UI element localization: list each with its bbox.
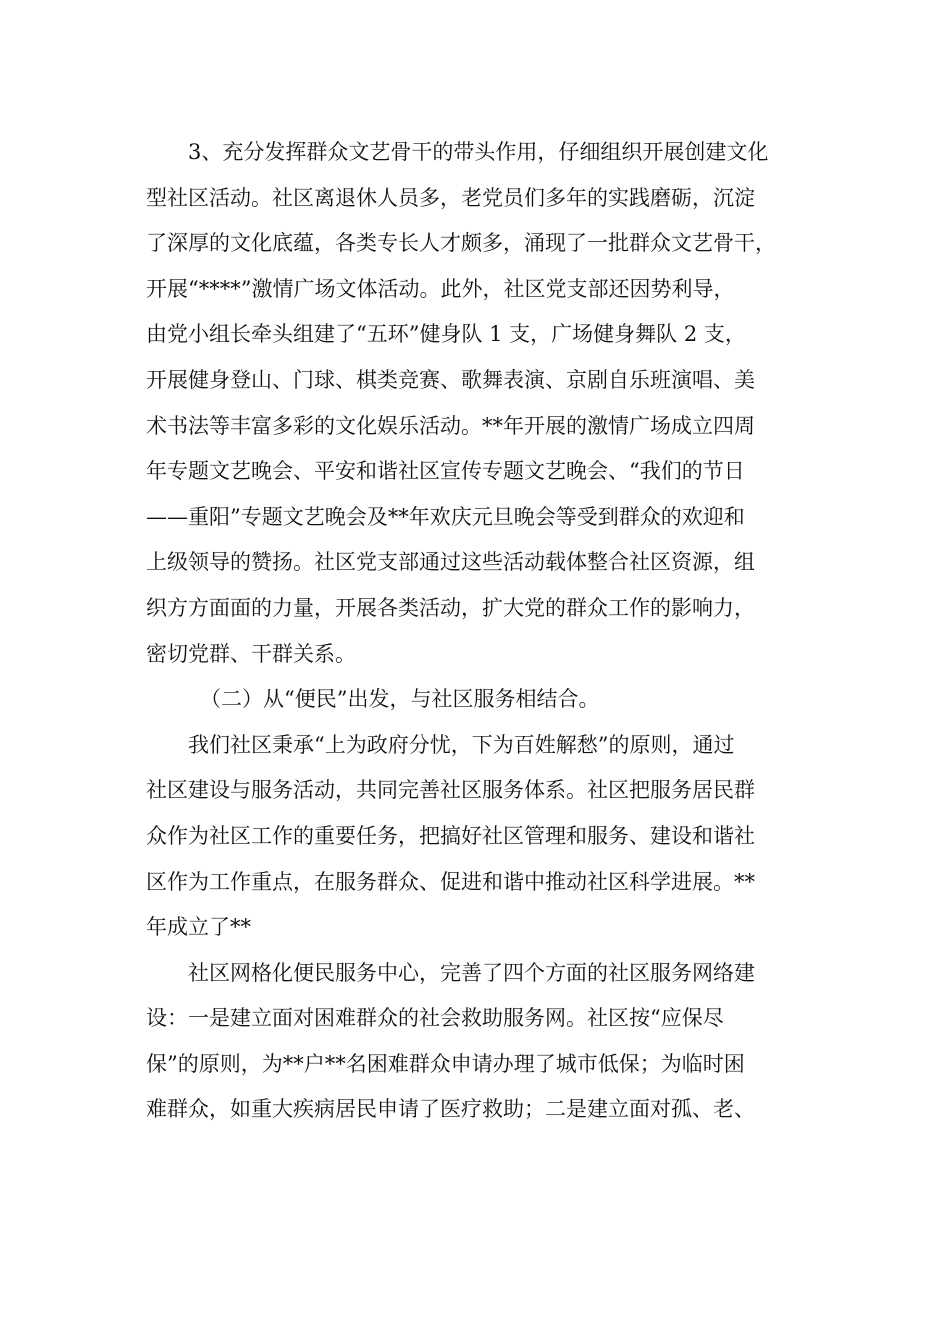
paragraph bbox=[146, 951, 826, 1133]
text-line: 了深厚的文化底蕴，各类专长人才颇多，涌现了一批群众文艺骨干， bbox=[146, 231, 776, 256]
text-line: 由党小组长牵头组建了“五环”健身队 1 支，广场健身舞队 2 支， bbox=[146, 322, 746, 347]
text-line: 密切党群、干群关系。 bbox=[146, 641, 356, 666]
text-line: 3、充分发挥群众文艺骨干的带头作用，仔细组织开展创建文化 bbox=[188, 140, 769, 164]
text-line: 年成立了** bbox=[146, 915, 251, 940]
text-line: 我们社区秉承“上为政府分忧，下为百姓解愁”的原则，通过 bbox=[188, 732, 735, 757]
text-line: 型社区活动。社区离退休人员多，老党员们多年的实践磨砺，沉淀 bbox=[146, 185, 755, 210]
text-line: 保”的原则，为**户**名困难群众申请办理了城市低保；为临时困 bbox=[146, 1051, 745, 1076]
paragraph bbox=[146, 723, 826, 951]
text-line: 织方方面面的力量，开展各类活动，扩大党的群众工作的影响力， bbox=[146, 595, 755, 620]
text-line: 上级领导的赞扬。社区党支部通过这些活动载体整合社区资源，组 bbox=[146, 550, 755, 575]
text-line: （二）从“便民”出发，与社区服务相结合。 bbox=[200, 687, 600, 712]
text-line: 开展健身登山、门球、棋类竞赛、歌舞表演、京剧自乐班演唱、美 bbox=[146, 367, 755, 392]
text-line: 社区建设与服务活动，共同完善社区服务体系。社区把服务居民群 bbox=[146, 778, 755, 803]
text-line: 难群众，如重大疾病居民申请了医疗救助；二是建立面对孤、老、 bbox=[146, 1097, 755, 1122]
document-body bbox=[146, 130, 826, 1133]
paragraph bbox=[146, 130, 826, 677]
text-line: 社区网格化便民服务中心，完善了四个方面的社区服务网络建 bbox=[188, 960, 755, 985]
text-line: 术书法等丰富多彩的文化娱乐活动。**年开展的激情广场成立四周 bbox=[146, 413, 755, 438]
text-line: 年专题文艺晚会、平安和谐社区宣传专题文艺晚会、“我们的节日 bbox=[146, 459, 745, 484]
text-line: 区作为工作重点，在服务群众、促进和谐中推动社区科学进展。** bbox=[146, 869, 755, 894]
text-line: 设：一是建立面对困难群众的社会救助服务网。社区按“应保尽 bbox=[146, 1006, 724, 1031]
text-line: ——重阳”专题文艺晚会及**年欢庆元旦晚会等受到群众的欢迎和 bbox=[146, 504, 745, 529]
text-line: 众作为社区工作的重要任务，把搞好社区管理和服务、建设和谐社 bbox=[146, 823, 755, 848]
text-line: 开展“****”激情广场文体活动。此外，社区党支部还因势利导， bbox=[146, 276, 735, 301]
paragraph bbox=[146, 677, 826, 723]
